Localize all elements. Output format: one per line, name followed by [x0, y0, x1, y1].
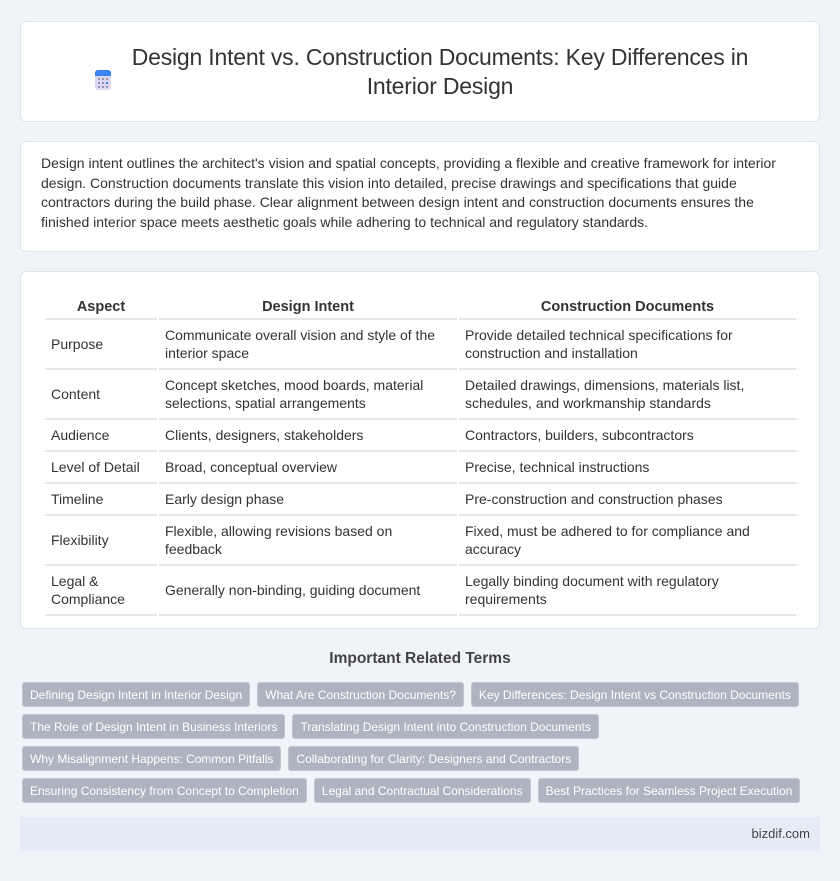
cell-aspect: Purpose — [45, 320, 157, 370]
cell-aspect: Timeline — [45, 484, 157, 516]
cell-aspect: Audience — [45, 420, 157, 452]
comparison-table — [43, 294, 798, 616]
footer-site-link[interactable]: bizdif.com — [751, 826, 810, 841]
table-row — [45, 370, 796, 420]
cell-aspect: Flexibility — [45, 516, 157, 566]
table-row — [45, 484, 796, 516]
related-term-tag[interactable]: Legal and Contractual Considerations — [314, 778, 531, 803]
cell-aspect: Level of Detail — [45, 452, 157, 484]
footer — [20, 817, 820, 851]
cell-construction-documents: Detailed drawings, dimensions, materials list, schedules, and workmanship standards — [459, 370, 796, 420]
table-row — [45, 320, 796, 370]
intro-card — [20, 141, 820, 252]
cell-construction-documents: Provide detailed technical specifications for construction and installation — [459, 320, 796, 370]
cell-construction-documents: Pre-construction and construction phases — [459, 484, 796, 516]
cell-design-intent: Broad, conceptual overview — [159, 452, 457, 484]
related-term-tag[interactable]: Ensuring Consistency from Concept to Completion — [22, 778, 307, 803]
related-term-tag[interactable]: Best Practices for Seamless Project Execution — [538, 778, 801, 803]
cell-design-intent: Communicate overall vision and style of the interior space — [159, 320, 457, 370]
cell-design-intent: Clients, designers, stakeholders — [159, 420, 457, 452]
related-term-tag[interactable]: Defining Design Intent in Interior Design — [22, 682, 250, 707]
table-row — [45, 452, 796, 484]
page-title: Design Intent vs. Construction Documents: Key Differences in Interior Design — [131, 43, 749, 99]
related-term-tag[interactable]: Why Misalignment Happens: Common Pitfalls — [22, 746, 281, 771]
calendar-icon — [95, 68, 111, 92]
table-header-row — [45, 294, 796, 320]
related-term-tag[interactable]: Key Differences: Design Intent vs Construction Documents — [471, 682, 799, 707]
comparison-table-card — [20, 271, 820, 629]
related-terms-title: Important Related Terms — [329, 650, 511, 667]
cell-aspect: Content — [45, 370, 157, 420]
related-terms-list — [22, 682, 822, 803]
cell-design-intent: Early design phase — [159, 484, 457, 516]
cell-aspect: Legal & Compliance — [45, 566, 157, 616]
header-card — [20, 21, 820, 122]
related-term-tag[interactable]: Translating Design Intent into Construction Documents — [292, 714, 598, 739]
cell-construction-documents: Fixed, must be adhered to for compliance and accuracy — [459, 516, 796, 566]
related-term-tag[interactable]: The Role of Design Intent in Business Interiors — [22, 714, 285, 739]
cell-construction-documents: Legally binding document with regulatory requirements — [459, 566, 796, 616]
related-term-tag[interactable]: Collaborating for Clarity: Designers and Contractors — [288, 746, 579, 771]
cell-construction-documents: Precise, technical instructions — [459, 452, 796, 484]
related-term-tag[interactable]: What Are Construction Documents? — [257, 682, 464, 707]
cell-design-intent: Flexible, allowing revisions based on feedback — [159, 516, 457, 566]
cell-design-intent: Concept sketches, mood boards, material selections, spatial arrangements — [159, 370, 457, 420]
intro-paragraph: Design intent outlines the architect's vision and spatial concepts, providing a flexible and creative framework for interior design. Construction documents translate this vision into detailed, precise drawings and specifications that guide contractors during the build phase. Clear alignment between design intent and construction documents ensures the finished interior space meets aesthetic goals while adhering to technical and regulatory standards. — [41, 155, 776, 230]
header-design-intent: Design Intent — [159, 294, 457, 320]
header-construction-documents: Construction Documents — [459, 294, 796, 320]
cell-construction-documents: Contractors, builders, subcontractors — [459, 420, 796, 452]
table-row — [45, 420, 796, 452]
table-row — [45, 566, 796, 616]
table-row — [45, 516, 796, 566]
cell-design-intent: Generally non-binding, guiding document — [159, 566, 457, 616]
header-aspect: Aspect — [45, 294, 157, 320]
